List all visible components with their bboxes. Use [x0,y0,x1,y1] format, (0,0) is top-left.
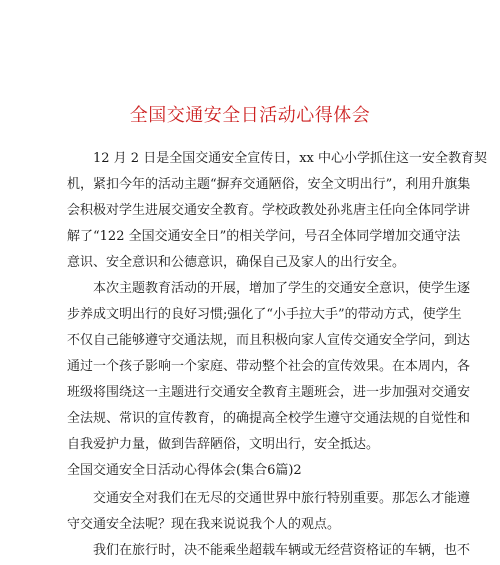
paragraph-line: 12 月 2 日是全国交通安全宣传日，xx 中心小学抓住这一安全教育契 [67,151,488,166]
paragraph-line: 交通安全对我们在无尽的交通世界中旅行特别重要。那怎么才能遵 [67,491,471,506]
paragraph-2 [67,276,471,458]
paragraph-3 [67,486,471,538]
paragraph-line: 步养成文明出行的良好习惯;强化了“小手拉大手”的带动方式，使学生 [67,307,462,322]
paragraph-line: 自我爱护力量，做到告辞陋俗，文明出行，安全抵达。 [67,437,380,452]
paragraph-line: 通过一个孩子影响一个家庭、带动整个社会的宣传效果。在本周内，各 [67,359,471,374]
paragraph-line: 我们在旅行时，决不能乘坐超载车辆或无经营资格证的车辆，也不 [67,543,471,558]
paragraph-line: 解了“122 全国交通安全日”的相关学问，号召全体同学增加交通守法 [67,229,461,244]
section-heading: 全国交通安全日活动心得体会(集合6篇)2 [67,463,302,478]
document-title: 全国交通安全日活动心得体会 [129,105,371,126]
paragraph-line: 不仅自己能够遵守交通法规，而且积极向家人宣传交通安全学问，到达 [67,333,471,348]
paragraph-line: 会积极对学生进展交通安全教育。学校政教处孙兆唐主任向全体同学讲 [67,203,471,218]
paragraph-line: 意识、安全意识和公德意识，确保自己及家人的出行安全。 [67,255,406,270]
paragraph-line: 全法规、常识的宣传教育，的确提高全校学生遵守交通法规的自觉性和 [67,411,471,426]
paragraph-1 [67,146,488,276]
paragraph-line: 本次主题教育活动的开展，增加了学生的交通安全意识，使学生逐 [67,281,471,296]
paragraph-line: 机，紧扣今年的活动主题“摒弃交通陋俗，安全文明出行”，利用升旗集 [67,177,471,192]
paragraph-4 [67,538,471,564]
paragraph-line: 班级将围绕这一主题进行交通安全教育主题班会，进一步加强对交通安 [67,385,471,400]
paragraph-line: 守交通安全法呢？现在我来说说我个人的观点。 [67,517,341,532]
